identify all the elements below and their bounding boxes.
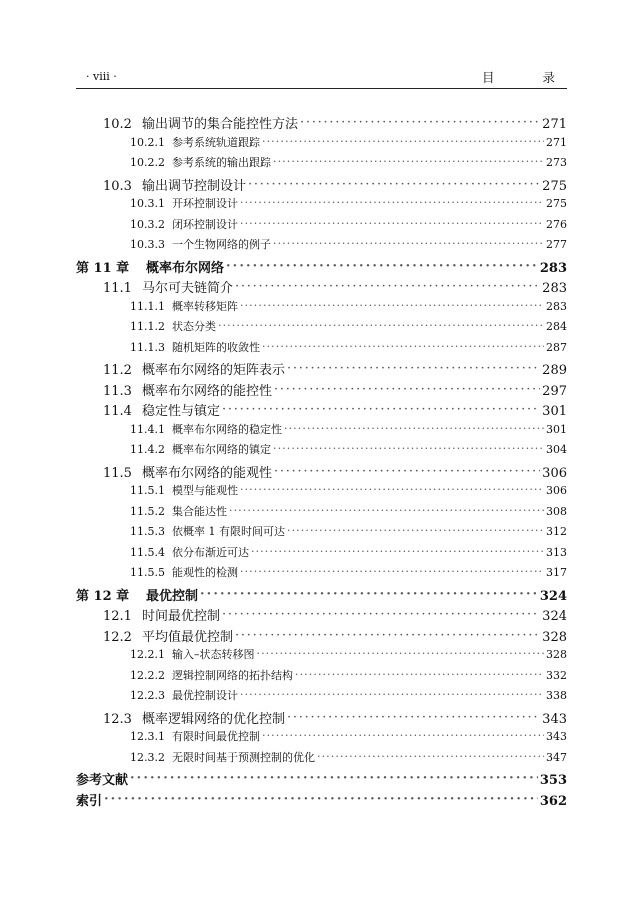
toc-entry[interactable]	[76, 236, 567, 257]
toc-entry-title: 索引	[76, 793, 103, 809]
toc-entry[interactable]	[76, 585, 567, 606]
toc-leader-dots	[240, 688, 544, 699]
toc-entry[interactable]	[76, 195, 567, 216]
toc-entry-page: 306	[546, 484, 567, 497]
toc-entry-number: 10.2.2	[130, 156, 165, 169]
toc-entry[interactable]	[76, 113, 567, 134]
toc-entry-page: 277	[546, 238, 567, 251]
toc-entry[interactable]	[76, 749, 567, 770]
toc-entry-number: 12.1	[103, 609, 132, 624]
toc-entry-title: 状态分类	[172, 320, 216, 333]
toc-entry[interactable]	[76, 441, 567, 462]
toc-leader-dots	[240, 483, 544, 494]
toc-leader-dots	[284, 422, 544, 433]
toc-entry-page: 324	[542, 609, 567, 624]
toc-leader-dots	[287, 710, 540, 723]
toc-entry-title: 参考文献	[76, 773, 129, 788]
toc-entry-number: 10.3	[103, 178, 132, 194]
toc-entry-number: 11.3	[103, 383, 132, 399]
toc-entry-page: 353	[539, 773, 567, 788]
toc-leader-dots	[262, 135, 544, 146]
toc-entry-page: 362	[539, 793, 567, 809]
toc-leader-dots	[273, 442, 544, 453]
toc-leader-dots	[130, 771, 538, 784]
toc-entry-title: 参考系统轨道跟踪	[172, 135, 260, 149]
toc-entry-title: 有限时间最优控制	[172, 730, 260, 743]
toc-entry[interactable]	[76, 728, 567, 749]
toc-entry-title: 概率布尔网络的矩阵表示	[142, 363, 286, 378]
toc-leader-dots	[287, 361, 540, 374]
toc-leader-dots	[240, 299, 544, 310]
toc-entry-title: 概率逻辑网络的优化控制	[142, 711, 286, 727]
toc-entry[interactable]	[76, 626, 567, 647]
toc-entry-page: 343	[546, 730, 567, 743]
toc-leader-dots	[218, 319, 544, 330]
toc-entry-title: 能观性的检测	[172, 566, 238, 579]
toc-entry-number: 第 12 章	[76, 588, 130, 604]
toc-entry-page: 347	[546, 750, 567, 764]
toc-entry-number: 11.5.1	[130, 484, 165, 497]
toc-entry-page: 273	[546, 156, 567, 169]
toc-leader-dots	[262, 340, 544, 351]
toc-entry-number: 11.5.2	[130, 504, 165, 518]
toc-entry-number: 10.3.3	[130, 238, 165, 251]
toc-entry-number: 12.2.3	[130, 689, 165, 702]
toc-leader-dots	[274, 382, 540, 395]
toc-entry-page: 297	[542, 383, 567, 399]
toc-entry-page: 312	[546, 525, 567, 538]
toc-leader-dots	[248, 177, 540, 190]
toc-entry-title: 一个生物网络的例子	[172, 238, 271, 251]
toc-entry-title: 随机矩阵的收敛性	[172, 340, 260, 354]
toc-entry-title: 概率布尔网络的稳定性	[172, 422, 282, 436]
toc-entry-page: 283	[542, 281, 567, 296]
toc-entry-title: 最优控制	[146, 588, 199, 604]
toc-entry-page: 313	[546, 545, 567, 559]
toc-entry-title: 最优控制设计	[172, 689, 238, 702]
toc-entry-page: 328	[546, 648, 567, 661]
toc-entry-title: 平均值最优控制	[142, 629, 234, 645]
toc-leader-dots	[287, 524, 544, 535]
toc-entry-title: 概率布尔网络的能控性	[142, 383, 273, 399]
toc-entry-page: 306	[542, 465, 567, 481]
toc-entry-number: 11.2	[103, 363, 132, 378]
toc-entry-title: 概率布尔网络	[146, 260, 225, 276]
toc-entry-page: 283	[539, 260, 567, 276]
toc-leader-dots	[257, 647, 545, 658]
toc-entry-number: 11.5.3	[130, 525, 165, 538]
toc-entry[interactable]	[76, 134, 567, 155]
toc-entry-page: 275	[542, 178, 567, 194]
toc-entry-title: 稳定性与镇定	[142, 404, 221, 419]
toc-entry[interactable]	[76, 462, 567, 483]
toc-entry-page: 317	[546, 566, 567, 579]
toc-entry-number: 12.3.2	[130, 750, 165, 764]
toc-entry-title: 集合能达性	[172, 504, 227, 518]
toc-entry-title: 输出调节控制设计	[142, 178, 247, 194]
toc-entry[interactable]	[76, 708, 567, 729]
toc-entry-page: 324	[539, 588, 567, 604]
toc-entry-title: 输入–状态转移图	[172, 648, 255, 661]
toc-entry-page: 301	[542, 404, 567, 419]
toc-entry[interactable]	[76, 687, 567, 708]
toc-entry-page: 283	[546, 299, 567, 313]
toc-entry-number: 12.3.1	[130, 730, 165, 743]
toc-entry[interactable]	[76, 544, 567, 565]
toc-entry-number: 11.1.3	[130, 340, 165, 354]
toc-leader-dots	[274, 464, 540, 477]
toc-leader-dots	[273, 237, 544, 248]
toc-entry-number: 12.2.2	[130, 668, 165, 682]
toc-entry-title: 无限时间基于预测控制的优化	[172, 750, 315, 764]
toc-entry-page: 301	[546, 422, 567, 436]
toc-leader-dots	[240, 565, 544, 576]
toc-entry[interactable]	[76, 646, 567, 667]
toc-leader-dots	[235, 628, 540, 641]
toc-entry[interactable]	[76, 298, 567, 319]
toc-entry[interactable]	[76, 359, 567, 380]
toc-leader-dots	[222, 402, 540, 415]
toc-leader-dots	[273, 155, 544, 166]
toc-entry[interactable]	[76, 667, 567, 688]
toc-entry-title: 概率布尔网络的镇定	[172, 443, 271, 456]
toc-leader-dots	[262, 729, 544, 740]
header-title: 目 录	[482, 70, 577, 85]
toc-entry-title: 输出调节的集合能控性方法	[142, 117, 299, 132]
toc-entry-title: 逻辑控制网络的拓扑结构	[172, 668, 293, 682]
toc-entry-page: 338	[546, 689, 567, 702]
toc-entry[interactable]	[76, 790, 567, 811]
toc-entry-title: 概率转移矩阵	[172, 299, 238, 313]
toc-leader-dots	[200, 587, 538, 600]
toc-leader-dots	[226, 259, 538, 272]
toc-entry-page: 271	[542, 117, 567, 132]
toc-entry-number: 11.4	[103, 404, 132, 419]
table-of-contents	[76, 113, 567, 810]
toc-entry-title: 马尔可夫链简介	[142, 281, 234, 296]
toc-entry-title: 参考系统的输出跟踪	[172, 156, 271, 169]
toc-entry-page: 343	[542, 711, 567, 727]
toc-entry-title: 开环控制设计	[172, 197, 238, 210]
toc-leader-dots	[222, 607, 540, 620]
toc-entry[interactable]	[76, 216, 567, 237]
toc-entry[interactable]	[76, 154, 567, 175]
toc-entry-page: 289	[542, 363, 567, 378]
toc-entry-page: 328	[542, 629, 567, 645]
toc-entry-number: 11.5.4	[130, 545, 165, 559]
toc-entry[interactable]	[76, 175, 567, 196]
toc-entry[interactable]	[76, 318, 567, 339]
toc-entry-number: 11.1.2	[130, 320, 165, 333]
toc-entry[interactable]	[76, 400, 567, 421]
toc-entry-number: 12.3	[103, 711, 132, 727]
toc-entry-number: 11.1.1	[130, 299, 165, 313]
toc-entry-number: 12.2.1	[130, 648, 165, 661]
toc-entry[interactable]	[76, 564, 567, 585]
toc-entry[interactable]	[76, 339, 567, 360]
toc-entry-page: 287	[546, 340, 567, 354]
toc-entry[interactable]	[76, 257, 567, 278]
toc-entry[interactable]	[76, 503, 567, 524]
toc-entry-number: 11.5.5	[130, 566, 165, 579]
toc-entry-page: 284	[546, 320, 567, 333]
toc-entry[interactable]	[76, 523, 567, 544]
toc-entry-title: 依概率 1 有限时间可达	[172, 525, 285, 538]
toc-leader-dots	[317, 750, 544, 761]
toc-entry[interactable]	[76, 380, 567, 401]
toc-entry-number: 10.2	[103, 117, 132, 132]
toc-entry-number: 11.1	[103, 281, 132, 296]
toc-leader-dots	[235, 279, 540, 292]
toc-entry-title: 时间最优控制	[142, 609, 221, 624]
toc-entry-number: 11.5	[103, 465, 132, 481]
header-page-number: · viii ·	[86, 70, 117, 83]
toc-entry[interactable]	[76, 277, 567, 298]
toc-entry-title: 闭环控制设计	[172, 217, 238, 231]
toc-entry-page: 275	[546, 197, 567, 210]
toc-leader-dots	[251, 545, 544, 556]
page-header	[76, 68, 577, 89]
toc-entry[interactable]	[76, 769, 567, 790]
toc-leader-dots	[300, 115, 540, 128]
toc-leader-dots	[240, 196, 544, 207]
toc-entry-number: 10.3.1	[130, 197, 165, 210]
toc-entry[interactable]	[76, 605, 567, 626]
toc-entry-title: 概率布尔网络的能观性	[142, 465, 273, 481]
toc-entry-number: 第 11 章	[76, 260, 130, 276]
toc-entry-page: 276	[546, 217, 567, 231]
toc-entry-title: 依分布渐近可达	[172, 545, 249, 559]
toc-leader-dots	[240, 217, 544, 228]
toc-entry-page: 332	[546, 668, 567, 682]
toc-leader-dots	[295, 668, 544, 679]
toc-leader-dots	[104, 792, 538, 805]
toc-entry[interactable]	[76, 482, 567, 503]
toc-entry[interactable]	[76, 421, 567, 442]
toc-entry-number: 10.2.1	[130, 135, 165, 149]
toc-entry-number: 11.4.2	[130, 443, 165, 456]
toc-entry-title: 模型与能观性	[172, 484, 238, 497]
toc-entry-page: 304	[546, 443, 567, 456]
toc-entry-number: 11.4.1	[130, 422, 165, 436]
toc-leader-dots	[229, 504, 544, 515]
toc-entry-page: 308	[546, 504, 567, 518]
toc-entry-number: 12.2	[103, 629, 132, 645]
toc-entry-page: 271	[546, 135, 567, 149]
toc-entry-number: 10.3.2	[130, 217, 165, 231]
